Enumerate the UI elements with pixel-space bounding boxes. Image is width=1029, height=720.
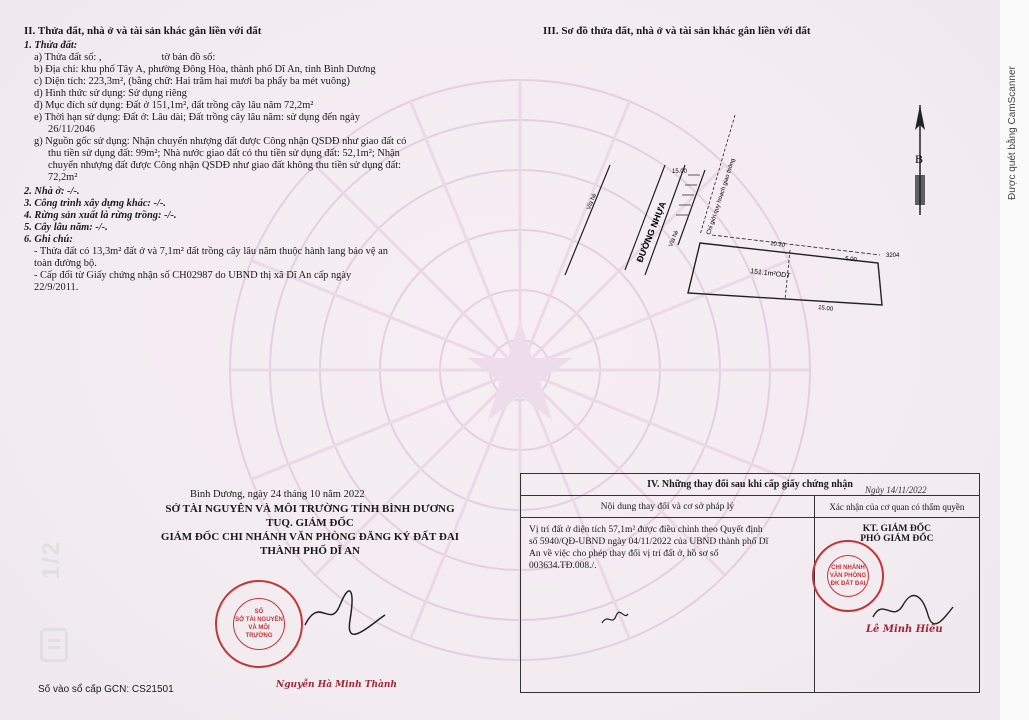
dimension-top: 3204: [886, 253, 900, 259]
term-line-1: e) Thời hạn sử dụng: Đất ở: Lâu dài; Đất trồng cây lâu năm: sử dụng đến ngày: [34, 112, 360, 123]
term-line-2: 26/11/2046: [48, 124, 95, 135]
branch-city: THÀNH PHỐ DĨ AN: [260, 545, 360, 557]
branch-director: GIÁM ĐỐC CHI NHÁNH VĂN PHÒNG ĐĂNG KÝ ĐẤT ĐAI: [160, 531, 460, 543]
origin-line-3: chuyển nhượng đất được Công nhận QSDĐ như giao đất không thu tiền sử dụng đất:: [48, 160, 401, 171]
note1-line-2: toàn đường bộ.: [34, 258, 97, 269]
document-icon: [40, 628, 68, 662]
official-stamp: SỐ SỞ TÀI NGUYÊN VÀ MÔI TRƯỜNG: [215, 580, 303, 668]
camscanner-label: Được quét bằng CamScanner: [1007, 66, 1018, 200]
parcel-area-label: 151.1m²ODT: [749, 268, 791, 280]
section2-title: II. Thửa đất, nhà ở và tài sản khác gắn liền với đất: [24, 25, 262, 37]
signature-scribble-2: [868, 595, 958, 625]
initials-mark: [600, 608, 630, 628]
dimension-15a: 15.00: [672, 169, 688, 175]
tuq-line: TUQ. GIÁM ĐỐC: [266, 517, 354, 529]
dimension-15b: 15.00: [817, 305, 834, 313]
changes-table: [520, 473, 980, 693]
page-indicator: [38, 540, 78, 680]
deputy-title-2: PHÓ GIÁM ĐỐC: [860, 534, 934, 544]
origin-line-1: g) Nguồn gốc sử dụng: Nhận chuyển nhượng đất được Công nhận QSDĐ như giao đất có: [34, 136, 407, 147]
change-date: Ngày 14/11/2022: [865, 485, 927, 495]
parcel-diagram: [560, 95, 924, 335]
road-name: ĐƯỜNG NHỰA: [634, 200, 669, 264]
forest-line: 4. Rừng sản xuất là rừng trồng: -/-.: [24, 210, 177, 221]
gcn-number: Số vào sổ cấp GCN: CS21501: [38, 684, 174, 695]
construction-line: 3. Công trình xây dựng khác: -/-.: [24, 198, 166, 209]
branch-stamp-text: CHI NHÁNH VĂN PHÒNG ĐK ĐẤT ĐAI: [829, 565, 867, 587]
change-line-1: Vị trí đất ở diện tích 57,1m² được điều chỉnh theo Quyết định: [529, 525, 763, 535]
plan-line-label: Chỉ giới quy hoạch giao thông: [706, 158, 737, 236]
stamp-text: SỞ TÀI NGUYÊN VÀ MÔI TRƯỜNG: [235, 616, 283, 639]
north-label: B: [915, 152, 924, 166]
map-number-label: tờ bản đồ số:: [161, 52, 216, 63]
place-date: Bình Dương, ngày 24 tháng 10 năm 2022: [190, 489, 365, 500]
dimension-a: 10.20: [769, 241, 786, 249]
perennial-line: 5. Cây lâu năm: -/-.: [24, 222, 108, 233]
section4-title: IV. Những thay đổi sau khi cấp giấy chứng nhận: [521, 474, 980, 496]
change-line-3: An về việc cho phép thay đổi vị trí đất ở, hồ sơ số: [529, 549, 719, 559]
notes-heading: 6. Ghi chú:: [24, 234, 73, 245]
change-line-2: số 5940/QĐ-UBND ngày 04/11/2022 của UBND thành phố Dĩ: [529, 537, 769, 547]
note1-line-1: - Thửa đất có 13,3m² đất ở và 7,1m² đất trồng cây lâu năm thuộc hành lang bảo vệ an: [34, 246, 388, 257]
issuing-org: SỞ TÀI NGUYÊN VÀ MÔI TRƯỜNG TỈNH BÌNH DƯƠNG: [165, 503, 455, 515]
col-confirm-header: Xác nhận của cơ quan có thẩm quyền: [814, 496, 979, 518]
change-entry: [521, 518, 815, 693]
parcel-number-value: ,: [98, 52, 102, 63]
house-line: 2. Nhà ở: -/-.: [24, 186, 80, 197]
origin-line-2: thu tiền sử dụng đất: 99m²; Nhà nước giao đất có thu tiền sử dụng đất: 52,1m²; Nhận: [48, 148, 400, 159]
dimension-b: 5.00: [844, 256, 858, 264]
address-line: b) Địa chỉ: khu phố Tây A, phường Đông Hòa, thành phố Dĩ An, tỉnh Bình Dương: [34, 64, 376, 75]
sidewalk-label-2: Vỉa hè: [668, 229, 681, 248]
origin-line-4: 72,2m²: [48, 172, 78, 183]
signature-scribble: [300, 585, 390, 635]
use-form-line: d) Hình thức sử dụng: Sử dụng riêng: [34, 88, 187, 99]
purpose-line: đ) Mục đích sử dụng: Đất ở 151,1m², đất trồng cây lâu năm 72,2m²: [34, 100, 314, 111]
section3-title: III. Sơ đồ thửa đất, nhà ở và tài sản khác gắn liền với đất: [543, 25, 811, 37]
land-details: [24, 40, 464, 294]
deputy-title-1: KT. GIÁM ĐỐC: [862, 524, 931, 534]
signer2-name: Lê Minh Hiếu: [866, 624, 943, 635]
sidewalk-label-1: Vỉa hè: [586, 192, 599, 211]
signer-name: Nguyễn Hà Minh Thành: [276, 680, 397, 690]
page-number: 1/2: [38, 540, 65, 580]
change-line-4: 003634.TĐ.008./.: [529, 561, 597, 571]
land-heading: 1. Thửa đất:: [24, 40, 78, 51]
signing-block: [150, 488, 470, 558]
note2-line-2: 22/9/2011.: [34, 282, 79, 293]
col-changes-header: Nội dung thay đổi và cơ sở pháp lý: [521, 496, 815, 518]
note2-line-1: - Cấp đổi từ Giấy chứng nhận số CH02987 do UBND thị xã Dĩ An cấp ngày: [34, 270, 352, 281]
parcel-number-label: a) Thửa đất số:: [34, 52, 97, 63]
parcel-number-line: [24, 52, 464, 64]
area-line: c) Diện tích: 223,3m², (bằng chữ: Hai trăm hai mươi ba phẩy ba mét vuông): [34, 76, 350, 87]
